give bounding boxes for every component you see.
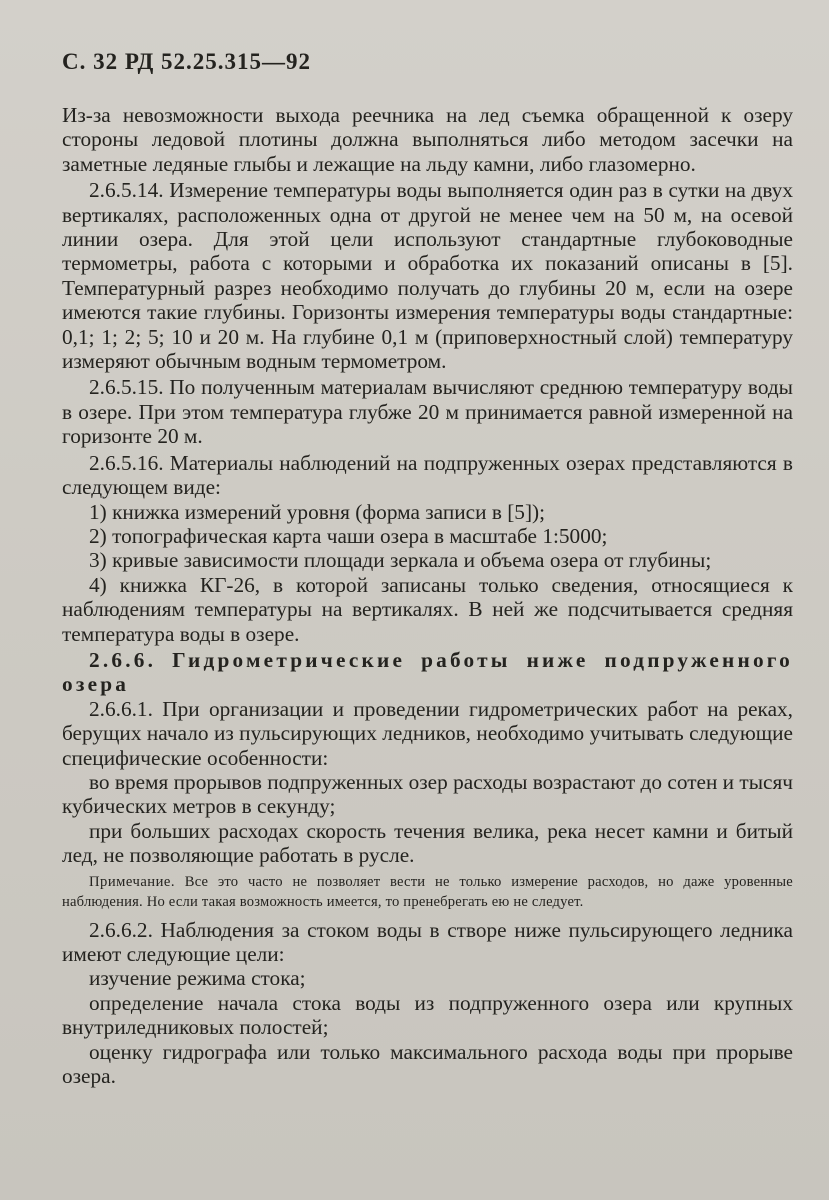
paragraph: Из-за невозможности выхода реечника на лед съемка обращенной к озеру стороны ледовой плотины должна выполняться либо методом засечки на заметные ледяные глыбы и лежащие на льду камни, либо глазомерно. [62, 103, 793, 176]
list-item: 3) кривые зависимости площади зеркала и объема озера от глубины; [89, 548, 712, 573]
paragraph-2-6-6-1: 2.6.6.1. При организации и проведении гидрометрических работ на реках, берущих начало из пульсирующих ледников, необходимо учитывать следующие специфические особенности: [62, 696, 793, 770]
paragraph: определение начала стока воды из подпруженного озера или крупных внутриледниковых полостей; [62, 990, 793, 1040]
paragraph: изучение режима стока; [89, 966, 306, 991]
paragraph-2-6-5-14: 2.6.5.14. Измерение температуры воды выполняется один раз в сутки на двух вертикалях, расположенных одна от другой не менее чем на 50 м, на осевой линии озера. Для этой цели используют стандартные глубоководные термометры, работа с которыми и обработка их показаний описаны в [5]. Температурный разрез необходимо получать до глубины 20 м, если на озере имеются такие глубины. Горизонты измерения температуры воды стандартные: 0,1; 1; 2; 5; 10 и 20 м. На глубине 0,1 м (приповерхностный слой) температуру измеряют обычным водным термометром. [62, 178, 793, 374]
page-header: С. 32 РД 52.25.315—92 [62, 49, 312, 74]
paragraph: во время прорывов подпруженных озер расходы возрастают до сотен и тысяч кубических метров в секунду; [62, 769, 793, 819]
paragraph-2-6-6-2: 2.6.6.2. Наблюдения за стоком воды в створе ниже пульсирующего ледника имеют следующие цели: [62, 917, 793, 966]
section-heading: 2.6.6. Гидрометрические работы ниже подпруженного озера [62, 647, 793, 697]
list-item: 4) книжка КГ-26, в которой записаны только сведения, относящиеся к наблюдениям температуры на вертикалях. В ней же подсчитывается средняя температура воды в озере. [62, 572, 793, 646]
paragraph-2-6-5-15: 2.6.5.15. По полученным материалам вычисляют среднюю температуру воды в озере. При этом температура глубже 20 м принимается равной измеренной на горизонте 20 м. [62, 375, 793, 449]
list-item: 2) топографическая карта чаши озера в масштабе 1:5000; [89, 523, 608, 548]
list-item: 1) книжка измерений уровня (форма записи в [5]); [89, 499, 546, 524]
paragraph: оценку гидрографа или только максимального расхода воды при прорыве озера. [62, 1039, 793, 1089]
paragraph-2-6-5-16: 2.6.5.16. Материалы наблюдений на подпруженных озерах представляются в следующем виде: [62, 450, 793, 500]
note-text: Все это часто не позволяет вести не только измерение расходов, но даже уровенные наблюдения. Но если такая возможность имеется, то пренебрегать ею не следует. [62, 873, 793, 910]
note [62, 872, 793, 912]
paragraph: при больших расходах скорость течения велика, река несет камни и битый лед, не позволяющие работать в русле. [62, 818, 793, 868]
note-label: Примечание. [89, 873, 176, 890]
